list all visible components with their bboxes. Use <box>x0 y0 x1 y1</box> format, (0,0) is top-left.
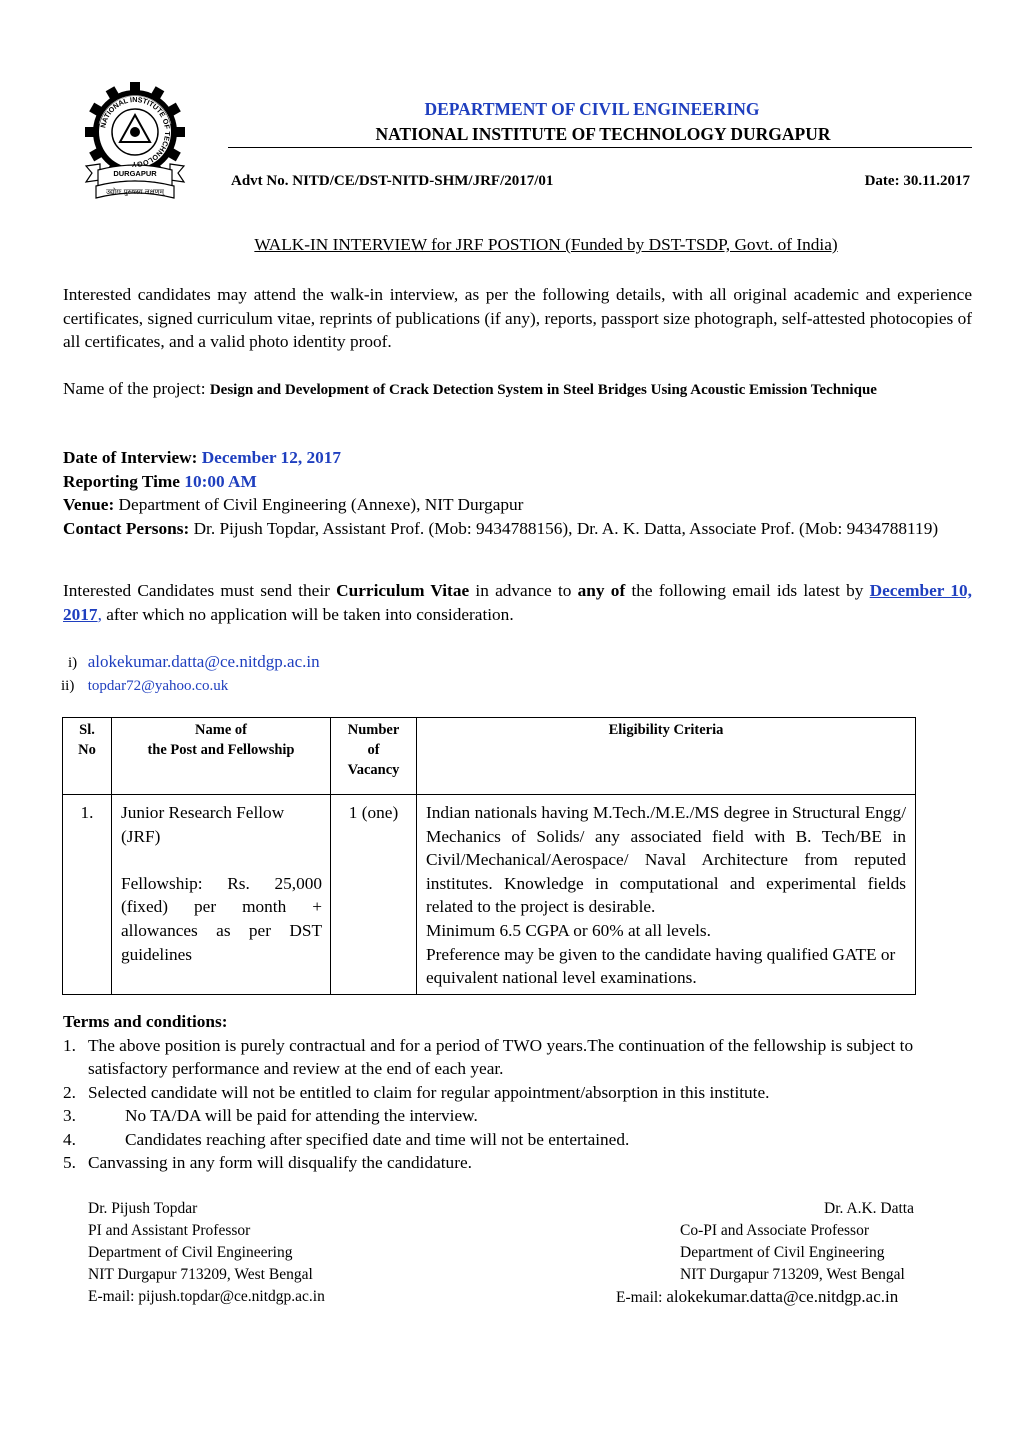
reporting-label: Reporting Time <box>63 471 180 491</box>
signatory-email[interactable]: pijush.topdar@ce.nitdgp.ac.in <box>138 1288 325 1305</box>
interview-label: Date of Interview: <box>63 448 198 467</box>
header-sl-line: Sl. <box>79 722 95 738</box>
signatory-dept: Department of Civil Engineering <box>680 1244 885 1261</box>
terms-heading: Terms and conditions: <box>63 1012 228 1031</box>
logo-ring-text: NATIONAL INSTITUTE OF TECHNOLOGY <box>98 94 173 170</box>
signatory-address: NIT Durgapur 713209, West Bengal <box>88 1266 313 1283</box>
signatory-role: Co-PI and Associate Professor <box>680 1222 869 1239</box>
header-post-line: Name of <box>195 722 247 738</box>
terms-item-num: 5. <box>63 1153 76 1172</box>
advt-date: Date: 30.11.2017 <box>864 173 970 189</box>
header-vacancy-line: Vacancy <box>347 762 400 778</box>
logo-ribbon-text: DURGAPUR <box>113 169 157 178</box>
terms-item-num: 2. <box>63 1082 76 1102</box>
email-item <box>61 675 320 698</box>
venue-line <box>63 493 972 517</box>
contact-line <box>63 517 972 541</box>
terms-section <box>63 1010 972 1175</box>
header-vacancy-line: of <box>367 742 380 758</box>
venue-label: Venue: <box>63 495 115 514</box>
interview-details <box>63 446 972 540</box>
row-post <box>112 795 331 995</box>
header-post <box>112 718 331 795</box>
project-label: Name of the project: <box>63 379 206 398</box>
signatory-email-label: E-mail: <box>88 1288 135 1305</box>
interview-date-line <box>63 446 972 470</box>
signatory-email-line <box>88 1286 508 1308</box>
cv-note-text-4: after which no application will be taken into consideration. <box>106 604 514 624</box>
venue-value: Department of Civil Engineering (Annexe), NIT Durgapur <box>118 495 524 514</box>
intro-paragraph: Interested candidates may attend the walk-in interview, as per the following details, with all original academic and experience certificates, signed curriculum vitae, reprints of publications (if any), reports, passport size photograph, self-attested photocopies of all certificates, and a valid photo identity proof. <box>63 285 972 351</box>
table-row <box>63 795 916 995</box>
cv-note-text-3: the following email ids latest by <box>631 581 864 600</box>
terms-item-text: Selected candidate will not be entitled to claim for regular appointment/absorption in this institute. <box>88 1082 770 1102</box>
logo-motto: उद्योगः पुरुषस्य लक्षणम् <box>106 188 164 196</box>
eligibility-degree: Indian nationals having M.Tech./M.E./MS degree in Structural Engg/ Mechanics of Solids/ any associated field with B. Tech/BE in Civil/Mechanical/Aerospace/ Naval Architecture from reputed institutes. Knowledge in computational and experimental fields related to the project is desirable. <box>426 803 906 917</box>
reporting-time: 10:00 AM <box>184 471 257 491</box>
email-marker: i) <box>68 655 78 671</box>
signatory-name: Dr. Pijush Topdar <box>88 1200 198 1217</box>
header-sl <box>63 718 112 795</box>
cv-deadline-comma: , <box>97 604 102 624</box>
row-post-name: Junior Research Fellow (JRF) <box>121 803 285 846</box>
terms-item <box>63 1081 972 1105</box>
row-sl: 1. <box>63 795 112 995</box>
header-divider <box>228 147 972 148</box>
signatory-name: Dr. A.K. Datta <box>824 1200 914 1217</box>
project-name: Design and Development of Crack Detection System in Steel Bridges Using Acoustic Emission Technique <box>209 382 877 398</box>
terms-item-text: No TA/DA will be paid for attending the interview. <box>125 1106 478 1125</box>
signatory-role: PI and Assistant Professor <box>88 1222 251 1239</box>
page-title: WALK-IN INTERVIEW for JRF POSTION (Funded by DST-TSDP, Govt. of India) <box>254 235 838 254</box>
row-eligibility <box>417 795 916 995</box>
email-item <box>68 650 320 675</box>
signatory-dept: Department of Civil Engineering <box>88 1244 293 1261</box>
cv-note-text-2: in advance to <box>475 581 572 600</box>
institute-logo <box>78 80 192 202</box>
eligibility-table <box>62 717 916 995</box>
email-marker: ii) <box>61 678 75 694</box>
terms-item-text: Candidates reaching after specified date and time will not be entertained. <box>125 1129 630 1149</box>
header-vacancy-line: Number <box>347 722 400 738</box>
header-sl-line: No <box>78 742 96 758</box>
signatory-email-label: E-mail: <box>616 1289 663 1306</box>
terms-item-text: Canvassing in any form will disqualify the candidature. <box>88 1153 472 1172</box>
contact-label: Contact Persons: <box>63 518 190 538</box>
signatory-email-line <box>616 1286 966 1309</box>
header-eligibility: Eligibility Criteria <box>417 718 916 795</box>
reporting-line <box>63 470 972 494</box>
email-list <box>61 650 320 698</box>
table-header-row <box>63 718 916 795</box>
contact-value: Dr. Pijush Topdar, Assistant Prof. (Mob: 9434788156), Dr. A. K. Datta, Associate Prof. (Mob: 9434788119) <box>193 518 939 538</box>
cv-note-cv: Curriculum Vitae <box>336 581 470 600</box>
row-vacancy: 1 (one) <box>331 795 417 995</box>
terms-item <box>63 1104 972 1128</box>
signatory-email[interactable]: alokekumar.datta@ce.nitdgp.ac.in <box>666 1287 899 1306</box>
terms-item <box>63 1151 972 1175</box>
email-link-datta[interactable]: alokekumar.datta@ce.nitdgp.ac.in <box>87 652 320 671</box>
cv-deadline: December 10, 2017 <box>63 581 973 624</box>
cv-note <box>63 579 972 626</box>
interview-date: December 12, 2017 <box>201 448 342 467</box>
terms-item-text: The above position is purely contractual and for a period of TWO years.The continuation of the fellowship is subject to satisfactory performance and review at the end of each year. <box>88 1035 914 1078</box>
terms-item <box>63 1034 972 1081</box>
cv-note-text-1: Interested Candidates must send their <box>63 581 330 600</box>
advt-number: Advt No. NITD/CE/DST-NITD-SHM/JRF/2017/01 <box>231 173 554 189</box>
institute-heading: NATIONAL INSTITUTE OF TECHNOLOGY DURGAPUR <box>375 124 831 144</box>
terms-item-num: 1. <box>63 1035 76 1055</box>
signatory-left <box>88 1198 508 1308</box>
header-vacancy <box>331 718 417 795</box>
svg-text:NATIONAL INSTITUTE OF TECHNOLO <box>98 95 172 169</box>
eligibility-gate: Preference may be given to the candidate having qualified GATE or equivalent national level examinations. <box>426 944 896 988</box>
signatory-address: NIT Durgapur 713209, West Bengal <box>680 1266 905 1283</box>
email-link-topdar[interactable]: topdar72@yahoo.co.uk <box>87 678 229 694</box>
signatory-right <box>616 1198 966 1309</box>
cv-note-any-of: any of <box>577 581 626 600</box>
project-block <box>63 378 972 401</box>
terms-item-num: 3. <box>63 1106 76 1125</box>
row-fellowship: Fellowship: Rs. 25,000 (fixed) per month + allowances as per DST guidelines <box>121 873 322 964</box>
eligibility-cgpa: Minimum 6.5 CGPA or 60% at all levels. <box>426 920 711 940</box>
terms-item <box>63 1128 972 1152</box>
terms-item-num: 4. <box>63 1129 76 1149</box>
department-heading: DEPARTMENT OF CIVIL ENGINEERING <box>424 99 760 119</box>
header-post-line: the Post and Fellowship <box>147 742 295 758</box>
